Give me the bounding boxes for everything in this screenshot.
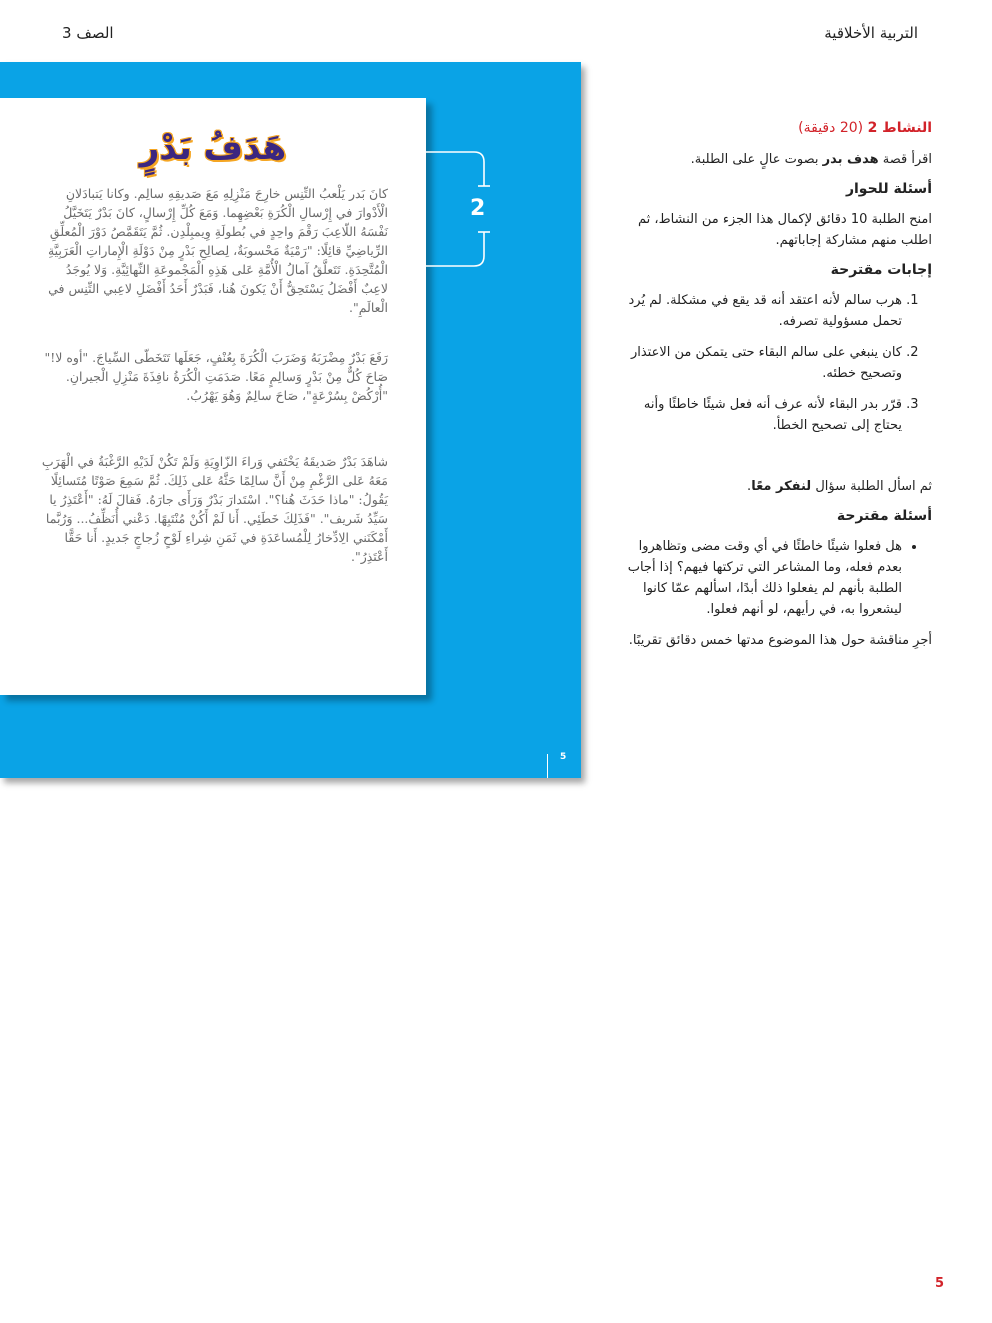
page-number: 5: [934, 1276, 944, 1291]
grade-label: الصف 3: [62, 24, 114, 42]
dialogue-heading: أسئلة للحوار: [845, 181, 932, 197]
story-text: رَفَعَ بَدْرٌ مِضْرَبَهُ وَضَرَبَ الْكُرَةَ بِعُنْفٍ، جَعَلَها تَتَخَطّى السِّياجَ. "أوه لا!" صَاحَ كُلٌّ مِنْ بَدْرٍ وَسالِمٍ مَعًا. صَدَمَتِ الْكُرَةُ نافِذَةَ مَنْزِلِ الْجيرانِ. "أُرْكُضْ بِسُرْعَةٍ"، صَاحَ سالِمٌ وَهُوَ يَهْرُبُ.: [44, 350, 388, 403]
questions-list: [612, 536, 932, 620]
spacer: [612, 446, 932, 476]
subject-title: التربية الأخلاقية: [824, 24, 918, 42]
answers-heading: إجابات مقترحة: [830, 262, 932, 278]
list-item: 1. هرب سالم لأنه اعتقد أنه قد يقع في مشكلة. لم يُرد تحمل مسؤولية تصرفه.: [612, 290, 902, 332]
story-name: هدف بدر: [822, 152, 879, 167]
answers-list: [612, 290, 932, 436]
story-text: شاهَدَ بَدْرٌ صَديقَهُ يَخْتَفي وَراءَ الزّاوِيَةِ وَلَمْ تَكُنْ لَدَيْهِ الرَّغْبَةُ في الْهَرَبِ مَعَهُ عَلى الرَّغْمِ مِنْ أَنَّ سالِمًا حَثَّهُ عَلى ذَلِكَ. ثُمَّ سَمِعَ صَوْتًا مُتَسائِلًا يَقُولُ: "ماذا حَدَثَ هُنا؟". اسْتَدارَ بَدْرٌ وَرَأَى جارَهُ. فَقالَ لَهُ: "أَعْتَذِرُ يا سَيِّدُ شَريف". "فَذَلِكَ خَطَئِي. أَنا لَمْ أَكُنْ مُنْتَبِهًا. دَعْني أُنَظِّفُ... وَرُبَّما أَمْكَنَني الِادِّخارُ لِلْمُساعَدَةِ في ثَمَنِ شِراءِ لَوْحٍ زُجاجٍ جَديدٍ. أَنا حَقًّا أَعْتَذِرُ".: [41, 454, 388, 564]
think-bold: لنفكر معًا: [751, 479, 812, 494]
list-item: 2. كان ينبغي على سالم البقاء حتى يتمكن من الاعتذار وتصحيح خطئه.: [612, 342, 902, 384]
read-instruction: [612, 149, 932, 170]
think-suffix: .: [747, 479, 752, 494]
activity-duration: (20 دقيقة): [798, 120, 864, 136]
story-paragraph-2: [38, 348, 388, 405]
teacher-guide: [612, 118, 932, 660]
book-page-number: 5: [560, 752, 567, 762]
story-text: كانَ بَدر يَلْعبُ التِّنِس خارِجَ مَنْزِلِهِ مَعَ صَديقِهِ سالِم. وكانا يَتبادَلانِ الْأَدْوارَ في إِرْسالِ الْكُرَةِ بَعْضِهِما. وَمَعَ كُلِّ إِرْسالٍ، كانَ بَدْرٌ يَتَخَيَّلُ نَفْسَهُ اللّاعِبَ رَقْمَ واحِدٍ في بُطولَةِ وِيمبِلْدِن. ثُمَّ يَتَقَمَّصُ دَوْرَ الْمُعلِّقِ الرِّياضِيِّ قائِلًا: "رَمْيَةٌ مَحْسوبَةٌ، لِصالِحِ بَدْرٍ مِنْ دَوْلَةِ الْإِماراتِ الْعَرَبِيَّةِ الْمُتَّحِدَةِ. تَتَعلَّقُ آمالُ الْأُمَّةِ عَلى هَذِهِ الْمَجْموعَةِ النِّهائِيَّةِ. وَلا يُوجَدُ لاعِبٌ أَفْضَلُ يَسْتَحِقُّ أَنْ يَكونَ هُنا، فَبَدْرٌ أَحَدُ أَفْضَلِ لاعِبي التِّنِس في الْعالَمِ".: [47, 186, 388, 315]
section-number: 2: [470, 196, 486, 221]
think-instruction: [612, 476, 932, 497]
story-paragraph-1: [38, 184, 388, 317]
think-prefix: ثم اسأل الطلبة سؤال: [811, 479, 932, 494]
questions-heading: أسئلة مقترحة: [836, 508, 932, 524]
page-divider: [547, 754, 548, 778]
dialogue-text: امنح الطلبة 10 دقائق لإكمال هذا الجزء من النشاط، ثم اطلب منهم مشاركة إجاباتهم.: [638, 212, 932, 248]
story-page: [0, 98, 426, 695]
list-item: • هل فعلوا شيئًا خاطئًا في أي وقت مضى وتظاهروا بعدم فعله، وما المشاعر التي تركتها فيهم؟ إذا أجاب الطلبة بأنهم لم يفعلوا ذلك أبدًا، اسألهم عمّا كانوا ليشعروا به، في رأيهم، لو أنهم فعلوا.: [612, 536, 902, 620]
section-bracket-icon: [426, 150, 496, 280]
read-suffix: بصوت عالٍ على الطلبة.: [690, 152, 823, 167]
story-paragraph-3: [38, 452, 388, 566]
story-title: هَدَفُ بَدْرٍ: [139, 128, 287, 168]
activity-heading: [612, 118, 932, 139]
read-prefix: اقرأ قصة: [878, 152, 932, 167]
book-page-panel: [0, 62, 581, 778]
discussion-text: أجرِ مناقشة حول هذا الموضوع مدتها خمس دقائق تقريبًا.: [628, 633, 932, 648]
list-item: 3. قرّر بدر البقاء لأنه عرف أنه فعل شيئًا خاطئًا وأنه يحتاج إلى تصحيح الخطأ.: [612, 394, 902, 436]
activity-label: النشاط 2: [867, 120, 932, 136]
